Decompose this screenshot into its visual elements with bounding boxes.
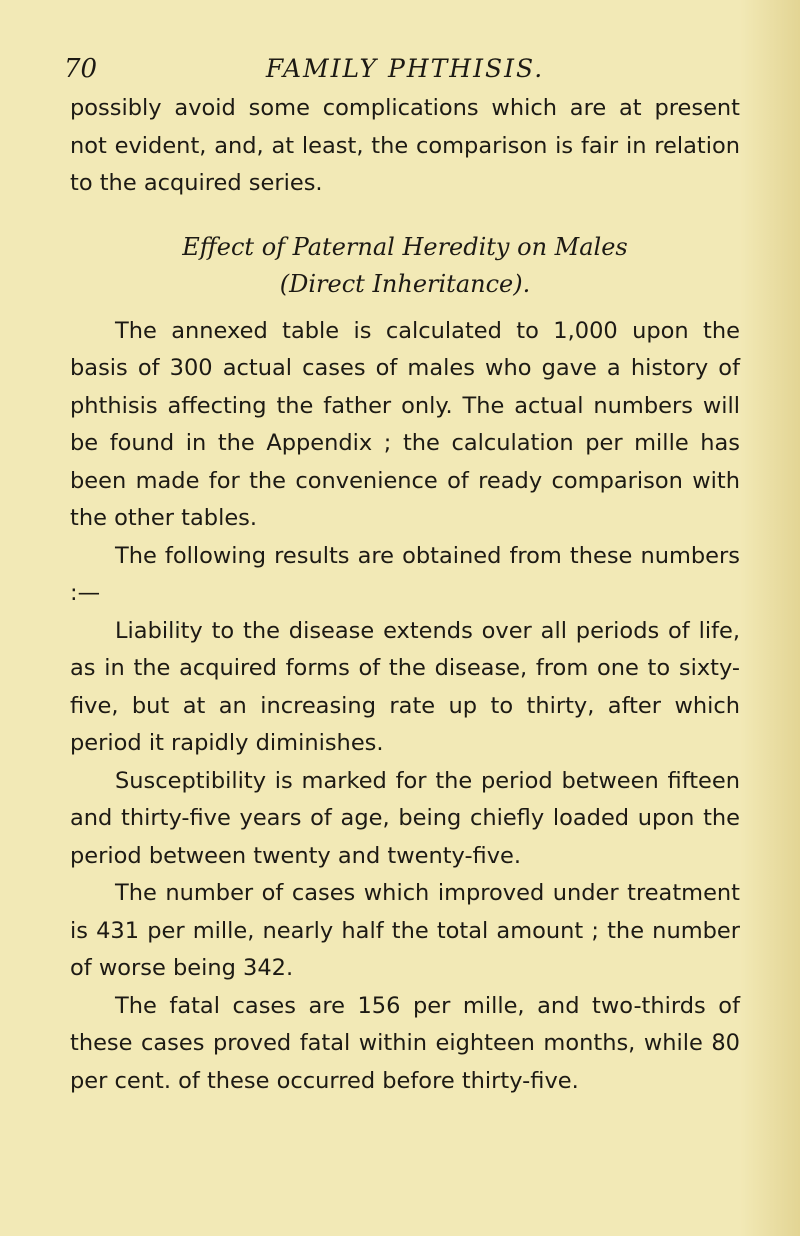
paragraph-table-description: The annexed table is calculated to 1,000 upon the basis of 300 actual cases of males who gave a history of phthisis affecting the father only. The actual numbers will be found in the Appendix ; the calculation per mille has been made for the convenience of ready comparison with the other tables. bbox=[70, 317, 740, 531]
running-head: FAMILY PHTHISIS. bbox=[265, 54, 545, 83]
paragraph-improved-cases: The number of cases which improved under treatment is 431 per mille, nearly half the total amount ; the number of worse being 342. bbox=[70, 880, 740, 981]
page-edge-shading bbox=[740, 0, 800, 1236]
section-heading bbox=[70, 229, 740, 303]
book-page bbox=[64, 50, 740, 1100]
section-heading-line-1: Effect of Paternal Heredity on Males bbox=[182, 232, 628, 261]
page-header bbox=[64, 50, 740, 90]
section-heading-line-2: (Direct Inheritance). bbox=[279, 269, 531, 298]
paragraph-fatal-cases: The fatal cases are 156 per mille, and two-thirds of these cases proved fatal within eighteen months, while 80 per cent. of these occurred before thirty-five. bbox=[70, 992, 740, 1094]
paragraph-continuation: possibly avoid some complications which are at present not evident, and, at least, the comparison is fair in relation to the acquired series. bbox=[70, 95, 740, 196]
paragraph-liability: Liability to the disease extends over all periods of life, as in the acquired forms of the disease, from one to sixty-five, but at an increasing rate up to thirty, after which period it rapidly diminishes. bbox=[70, 617, 740, 756]
paragraph-susceptibility: Susceptibility is marked for the period between fifteen and thirty-five years of age, being chiefly loaded upon the period between twenty and twenty-five. bbox=[70, 767, 740, 869]
paragraph-results-intro: The following results are obtained from these numbers :— bbox=[70, 542, 740, 606]
page-number: 70 bbox=[64, 54, 98, 84]
